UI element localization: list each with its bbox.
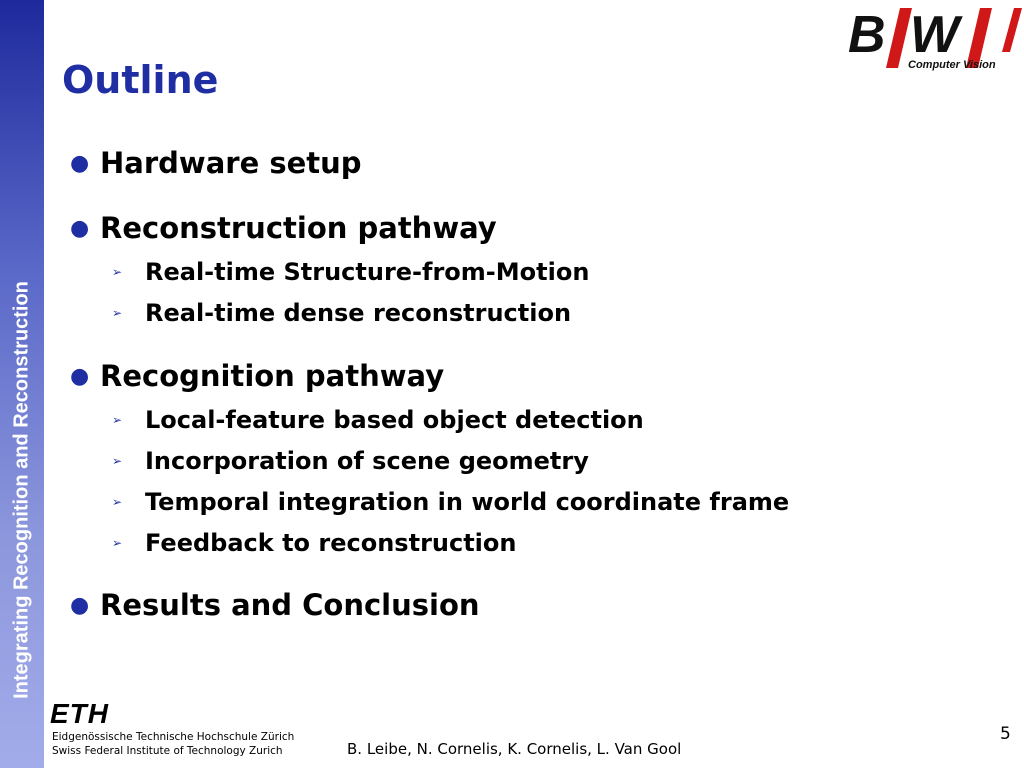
arrow-bullet-icon: ➢	[112, 413, 123, 427]
arrow-bullet-icon: ➢	[112, 454, 123, 468]
list-item: ● Reconstruction pathway	[70, 211, 497, 245]
authors-footer: B. Leibe, N. Cornelis, K. Cornelis, L. Van Gool	[347, 740, 682, 758]
arrow-bullet-icon: ➢	[112, 306, 123, 320]
list-item: ● Hardware setup	[70, 146, 362, 180]
eth-name-english: Swiss Federal Institute of Technology Zurich	[52, 745, 283, 757]
arrow-bullet-icon: ➢	[112, 265, 123, 279]
logo-subtitle: Computer Vision	[908, 59, 996, 71]
bullet-icon: ●	[70, 592, 90, 618]
bullet-icon: ●	[70, 150, 90, 176]
sub-list-item: ➢ Real-time dense reconstruction	[112, 299, 572, 327]
logo-biwi-letters: B	[848, 6, 886, 64]
eth-name-german: Eidgenössische Technische Hochschule Zürich	[52, 731, 295, 743]
svg-text:W: W	[910, 6, 960, 64]
sidebar-title: Integrating Recognition and Reconstruction	[10, 281, 33, 699]
bullet-icon: ●	[70, 363, 90, 389]
arrow-bullet-icon: ➢	[112, 536, 123, 550]
arrow-bullet-icon: ➢	[112, 495, 123, 509]
eth-wordmark: ETH	[50, 698, 109, 729]
slide-title: Outline	[62, 58, 219, 102]
sub-list-item: ➢ Feedback to reconstruction	[112, 529, 517, 557]
page-number: 5	[1000, 724, 1011, 744]
list-item: ● Recognition pathway	[70, 359, 445, 393]
sub-list-item: ➢ Temporal integration in world coordinate frame	[112, 488, 790, 516]
bullet-icon: ●	[70, 215, 90, 241]
sub-list-item: ➢ Real-time Structure-from-Motion	[112, 258, 590, 286]
sub-list-item: ➢ Incorporation of scene geometry	[112, 447, 589, 475]
eth-logo	[50, 698, 295, 762]
sub-list-item: ➢ Local-feature based object detection	[112, 406, 644, 434]
list-item: ● Results and Conclusion	[70, 588, 480, 622]
